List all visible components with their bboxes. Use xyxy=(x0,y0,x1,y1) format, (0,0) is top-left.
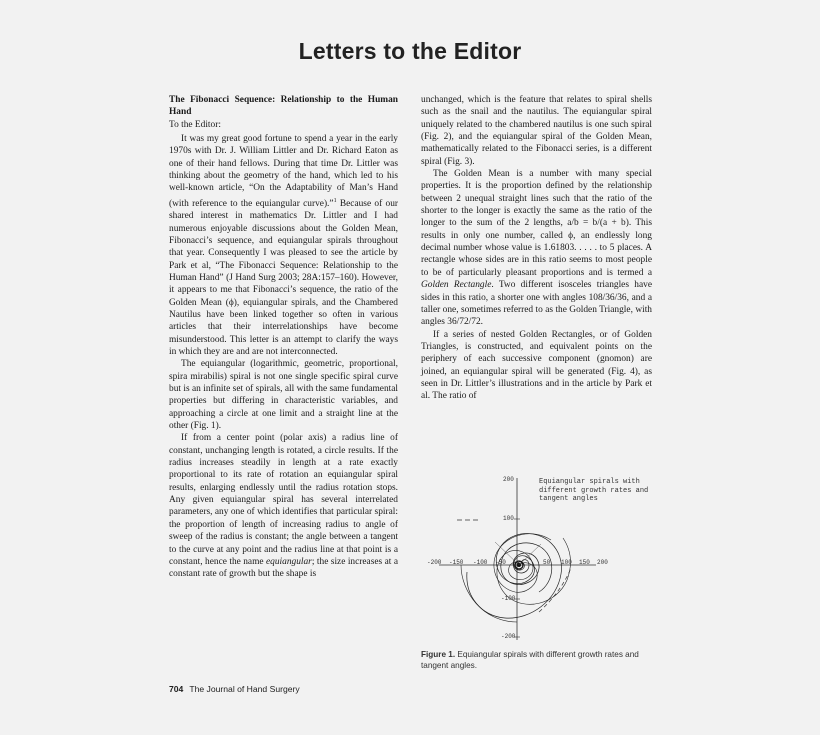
paragraph-text: ; the size increases at a constant rate of growth but the shape is xyxy=(169,556,398,580)
emphasis-text: Golden Rectangle xyxy=(421,280,492,291)
dashed-arc xyxy=(539,568,571,612)
figure-1 xyxy=(421,472,652,642)
paragraph-text: It was my great good fortune to spend a year in the early 1970s with Dr. J. William Littler and Dr. Richard Eaton as one of their hand fellows. During that time Dr. Littler was thinking about the geometry of the hand, which led to his well-known article, “On the Adaptability of Man’s Hand (with reference to the equiangular curve).” xyxy=(169,134,398,209)
x-tick-label: -100 xyxy=(473,559,488,566)
x-tick-label: 150 xyxy=(579,559,590,566)
x-tick-label: 100 xyxy=(561,559,572,566)
paragraph-text: . Two different isosceles triangles have sides in this ratio, a shorter one with angles 108/36/36, and a taller one, sometimes referred to as the Golden Triangle, with angles 36/72/72. xyxy=(421,280,652,328)
page-number: 704 xyxy=(169,684,184,694)
y-tick-label: -200 xyxy=(501,633,516,640)
x-tick-label: -150 xyxy=(449,559,464,566)
page-title: Letters to the Editor xyxy=(298,38,522,64)
spiral-curve xyxy=(501,543,552,592)
caption-text: Equiangular spirals with different growth rates and tangent angles. xyxy=(421,650,639,670)
article-title: The Fibonacci Sequence: Relationship to the Human Hand xyxy=(169,95,398,118)
spiral-curve xyxy=(467,533,562,618)
figure-caption xyxy=(421,649,656,671)
right-column xyxy=(421,94,652,403)
x-tick-label: -50 xyxy=(495,559,506,566)
radius-line xyxy=(519,544,541,565)
page-footer xyxy=(169,684,300,694)
journal-name: The Journal of Hand Surgery xyxy=(189,684,300,694)
paragraph: If a series of nested Golden Rectangles, or of Golden Triangles, is constructed, and equivalent points on the periphery of each successive component (gnomon) are joined, an equiangular spiral will be generated (Fig. 4), as seen in Dr. Littler’s illustrations and in the article by Park et al. The ratio of xyxy=(421,329,652,402)
paragraph: unchanged, which is the feature that relates to spiral shells such as the snail and the nautilus. The equiangular spiral uniquely related to the chambered nautilus is one such spiral (Fig. 2), and the equiangular spiral of the Golden Mean, mathematically related to the Fibonacci series, is a different spiral (Fig. 3). xyxy=(421,95,652,167)
salutation: To the Editor: xyxy=(169,119,221,130)
left-column xyxy=(169,94,398,581)
x-tick-label: -200 xyxy=(427,559,442,566)
x-tick-label: 50 xyxy=(543,559,551,566)
paragraph-text: Because of our shared interest in mathematics Dr. Littler and I had numerous enjoyable discussions about the Golden Mean, Fibonacci’s sequence, and equiangular spirals throughout that year. Consequently I was pleased to see the article by Park et al, “The Fibonacci Sequence: Relationship to the Human Hand” (J Hand Surg 2003; 28A:157–160). However, it appears to me that Fibonacci’s sequence, the ratio of the Golden Mean (ϕ), equiangular spirals, and the Chambered Nautilus have been linked together so often in various articles that their interrelationships have become misunderstood. This letter is an attempt to clarify the ways in which they are and are not interconnected. xyxy=(169,198,399,357)
emphasis-text: equiangular xyxy=(266,556,312,567)
footnote-ref: 1 xyxy=(333,197,337,204)
paragraph xyxy=(421,168,652,328)
caption-label: Figure 1. xyxy=(421,650,456,659)
paragraph-text: The Golden Mean is a number with many special properties. It is the proportion defined by the relationship between 2 unequal straight lines such that the ratio of the shorter to the longer is exactly the same as the ratio of the longer to the sum of the 2 lengths, a/b = b/(a + b). This results in only one number, called ϕ, an endlessly long decimal number whose value is 1.61803. . . . . to 5 places. A rectangle whose sides are in this ratio seems to most people to be of particularly pleasant proportions and is termed a xyxy=(421,169,652,278)
y-tick-label: -100 xyxy=(501,595,516,602)
paragraph xyxy=(169,432,398,580)
y-tick-label: 200 xyxy=(503,476,514,483)
paragraph-text: If from a center point (polar axis) a radius line of constant, unchanging length is rotated, a circle results. If the radius increases steadily in length at a rate exactly proportional to its rate of rotation an equiangular spiral results, enlarging endlessly until the radius rotation stops. Any given equiangular spiral has several interrelated parameters, any one of which identifies that particular spiral: the proportion of length of increasing radius to angle of sweep of the radius is constant; the angle between a tangent to the curve at any point and the radius line at that point is a constant, hence the name xyxy=(169,433,398,567)
x-tick-label: 200 xyxy=(597,559,608,566)
y-tick-label: 100 xyxy=(503,515,514,522)
figure-legend: Equiangular spirals with different growth rates and tangent angles xyxy=(539,478,649,504)
paragraph: The equiangular (logarithmic, geometric, proportional, spira mirabilis) spiral is not one single specific spiral curve but is an infinite set of spirals, all with the same fundamental properties but differing in characteristic variables, and approaching a circle at one limit and a straight line at the other (Fig. 1). xyxy=(169,359,398,432)
paragraph xyxy=(169,133,398,358)
